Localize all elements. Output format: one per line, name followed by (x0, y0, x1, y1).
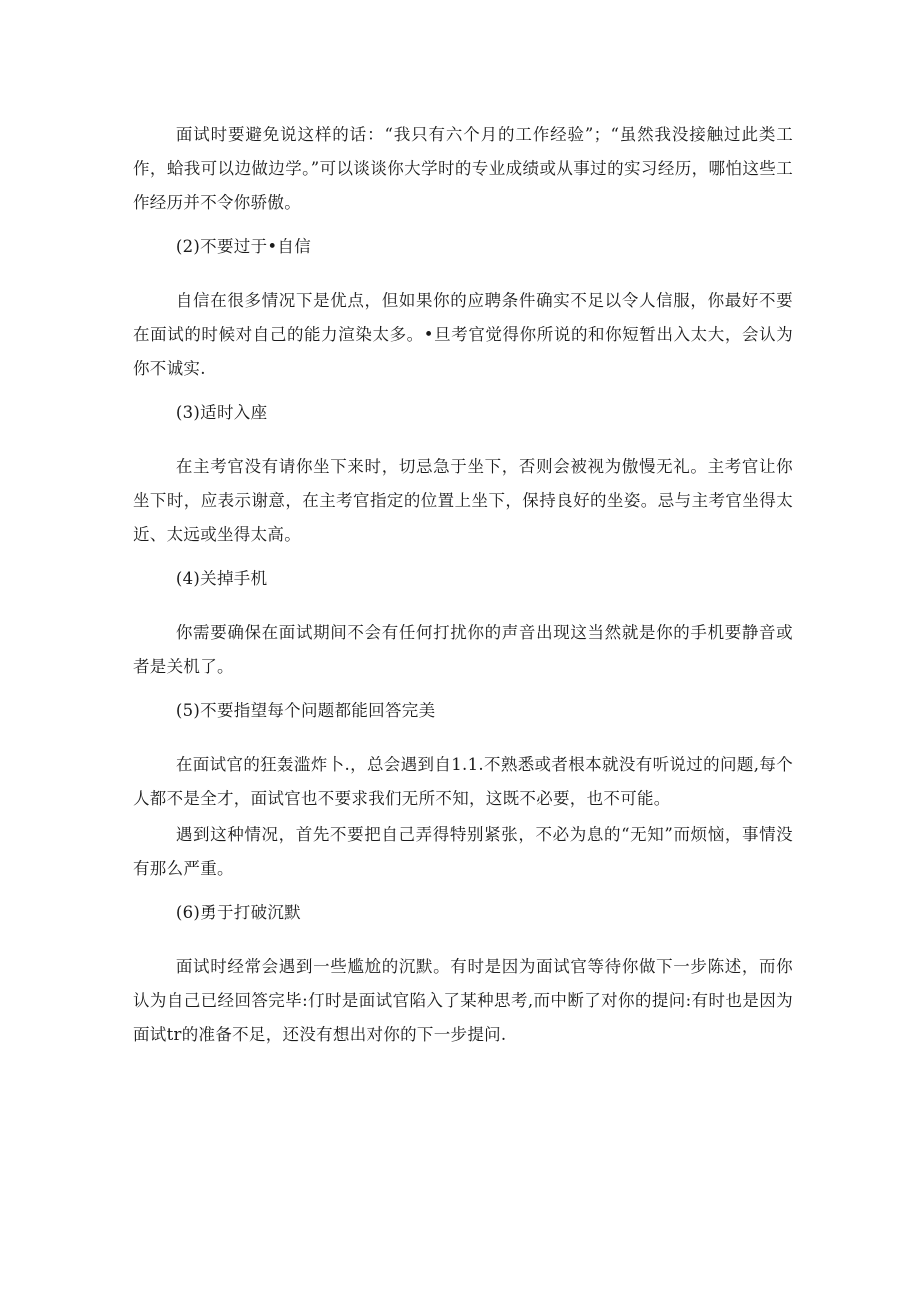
document-body (133, 118, 793, 1062)
paragraph-confidence: 自信在很多情况下是优点，但如果你的应聘条件确实不足以令人信服，你最好不要在面试的时候对自己的能力渲染太多。•旦考官觉得你所说的和你短暂出入太大，会认为你不诚实. (133, 291, 793, 378)
heading-turn-off-phone: (4)关掉手机 (175, 569, 268, 588)
paragraph-silence: 面试时经常会遇到一些尴尬的沉默。有时是因为面试官等待你做下一步陈述，而你认为自己已经回答完毕:仃时是面试官陷入了某种思考,而中断了对你的提问:有时也是因为面试tr的准备不足，还没有想出对你的下一步提问. (133, 957, 793, 1044)
heading-break-silence: (6)勇于打破沉默 (175, 903, 301, 922)
paragraph-phone: 你需要确保在面试期间不会有任何打扰你的声音出现这当然就是你的手机要静音或者是关机了。 (133, 623, 793, 676)
paragraph-avoid-phrases: 面试时要避免说这样的话：“我只有六个月的工作经验”；“虽然我没接触过此类工作，蛤我可以边做边学。”可以谈谈你大学时的专业成绩或从事过的实习经历，哪怕这些工作经历并不令你骄傲。 (133, 125, 793, 212)
heading-not-perfect-answers: (5)不要指望每个问题都能回答完美 (175, 701, 436, 720)
paragraph-seating: 在主考官没有请你坐下来时，切忌急于坐下，否则会被视为傲慢无礼。主考官让你坐下时，应表示谢意，在主考官指定的位置上坐下，保持良好的坐姿。忌与主考官坐得太近、太远或坐得太高。 (133, 457, 793, 544)
paragraph-stay-calm: 遇到这种情况，首先不要把自己弄得特别紧张，不必为息的“无知”而烦恼，事情没有那么严重。 (133, 825, 793, 878)
heading-not-overconfident: (2)不要过于•自信 (175, 237, 311, 256)
paragraph-unfamiliar-questions: 在面试官的狂轰滥炸卜.，总会遇到自1.1.不熟悉或者根本就没有听说过的问题,每个人都不是全才，面试官也不要求我们无所不知，这既不必要，也不可能。 (133, 755, 793, 808)
heading-take-seat: (3)适时入座 (175, 403, 268, 422)
